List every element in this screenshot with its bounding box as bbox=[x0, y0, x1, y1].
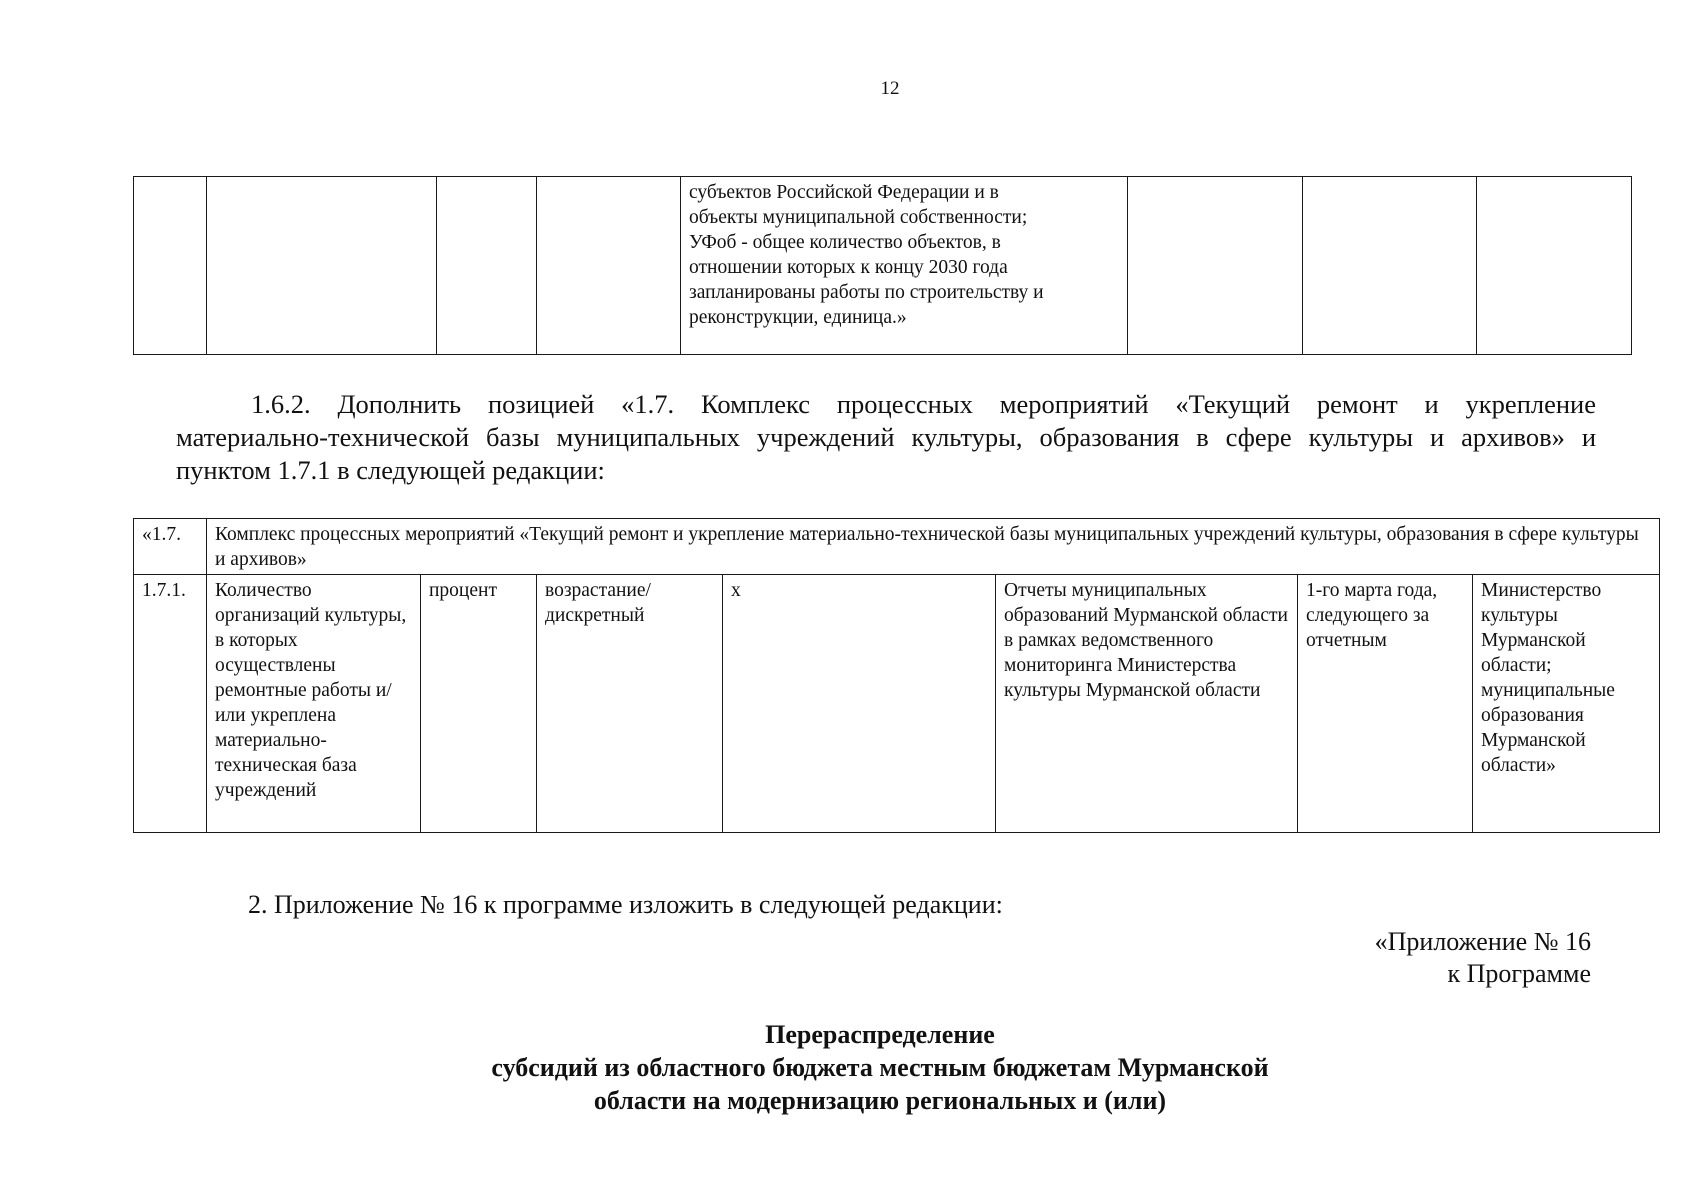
paragraph-line: 1.6.2. Дополнить позицией «1.7. Комплекс процессных мероприятий «Текущий ремонт и укрепление bbox=[251, 389, 1596, 419]
table-header-row bbox=[134, 519, 1660, 575]
page-number: 12 bbox=[880, 78, 900, 99]
data-source-cell: Отчеты муниципальных образований Мурманской области в рамках ведомственного мониторинга Министерства культуры Мурманской области bbox=[996, 575, 1298, 833]
heading-line: области на модернизацию региональных и (или) bbox=[593, 1086, 1167, 1115]
formula-description-cell bbox=[681, 177, 1128, 355]
text-line: реконструкции, единица.» bbox=[689, 307, 907, 328]
paragraph-1-6-2 bbox=[176, 388, 1596, 487]
text-line: отношении которых к концу 2030 года bbox=[689, 257, 1008, 278]
table-cell bbox=[134, 177, 207, 355]
item-number-cell: 1.7.1. bbox=[134, 575, 207, 833]
table-cell bbox=[1303, 177, 1477, 355]
paragraph-line: материально-технической базы муниципальных учреждений культуры, образования в сфере культуры и архивов» и bbox=[176, 422, 1596, 452]
heading-line: Перераспределение bbox=[765, 1020, 995, 1049]
section-title-cell: Комплекс процессных мероприятий «Текущий ремонт и укрепление материально-технической базы муниципальных учреждений культуры, образования в сфере культуры и архивов» bbox=[207, 519, 1660, 575]
table-cell bbox=[1477, 177, 1632, 355]
table-row bbox=[134, 575, 1660, 833]
table-cell bbox=[207, 177, 437, 355]
formula-cell: x bbox=[723, 575, 996, 833]
appendix-reference bbox=[1375, 926, 1591, 990]
responsible-cell: Министерство культуры Мурманской области; муниципальные образования Мурманской области» bbox=[1473, 575, 1660, 833]
continuation-table bbox=[133, 176, 1632, 355]
indicator-table bbox=[133, 518, 1660, 833]
table-cell bbox=[1128, 177, 1303, 355]
indicator-type-cell: возрастание/ дискретный bbox=[537, 575, 723, 833]
deadline-cell: 1-го марта года, следующего за отчетным bbox=[1298, 575, 1473, 833]
unit-cell: процент bbox=[421, 575, 537, 833]
text-line: УФоб - общее количество объектов, в bbox=[689, 232, 1001, 253]
item-2-text: 2. Приложение № 16 к программе изложить в следующей редакции: bbox=[248, 890, 1003, 919]
appendix-line: «Приложение № 16 bbox=[1374, 927, 1591, 956]
table-cell bbox=[437, 177, 537, 355]
table-row bbox=[134, 177, 1632, 355]
indicator-name-cell: Количество организаций культуры, в которых осуществлены ремонтные работы и/или укреплена материально-техническая база учреждений bbox=[207, 575, 421, 833]
text-line: субъектов Российской Федерации и в bbox=[689, 182, 999, 203]
paragraph-line: пунктом 1.7.1 в следующей редакции: bbox=[176, 455, 605, 485]
table-cell bbox=[537, 177, 681, 355]
text-line: объекты муниципальной собственности; bbox=[689, 207, 1028, 228]
appendix-line: к Программе bbox=[1447, 959, 1591, 988]
heading-line: субсидий из областного бюджета местным бюджетам Мурманской bbox=[491, 1053, 1269, 1082]
section-heading bbox=[0, 1018, 1695, 1117]
text-line: запланированы работы по строительству и bbox=[689, 282, 1044, 303]
section-number-cell: «1.7. bbox=[134, 519, 207, 575]
